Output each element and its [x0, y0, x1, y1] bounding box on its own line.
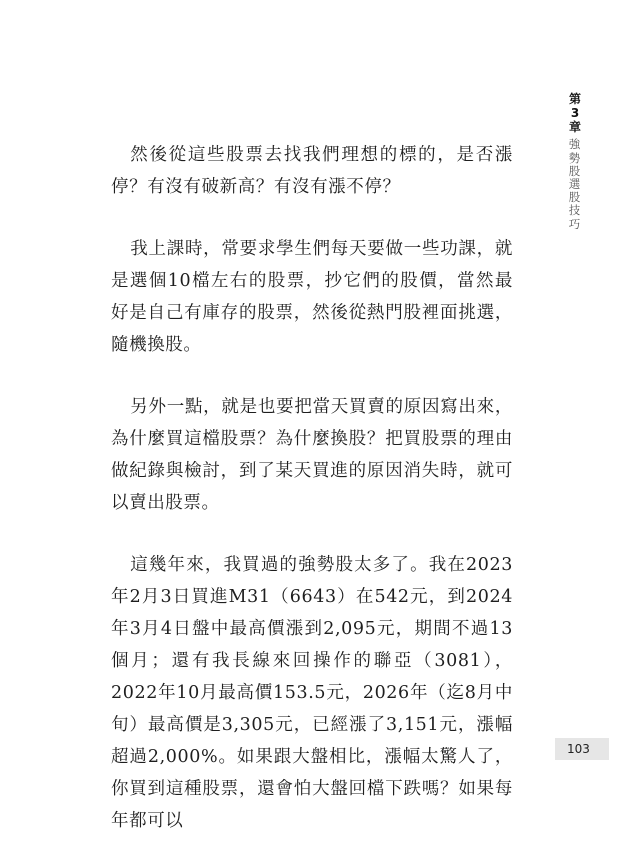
paragraph: 然後從這些股票去找我們理想的標的，是否漲停？有沒有破新高？有沒有漲不停？ — [111, 145, 513, 197]
chapter-title-char: 股 — [568, 163, 582, 178]
page-number: 103 — [555, 738, 609, 760]
chapter-char: 3 — [570, 105, 580, 120]
chapter-title-char: 股 — [568, 190, 582, 205]
paragraph: 另外一點，就是也要把當天買賣的原因寫出來，為什麼買這檔股票？為什麼換股？把買股票的理由做紀錄與檢討，到了某天買進的原因消失時，就可以賣出股票。 — [111, 397, 513, 513]
chapter-title — [566, 138, 584, 231]
chapter-char: 章 — [568, 119, 581, 134]
body-text — [111, 139, 513, 867]
chapter-title-char: 技 — [568, 203, 582, 218]
chapter-title-char: 勢 — [568, 150, 582, 165]
chapter-title-char: 強 — [568, 137, 582, 152]
chapter-title-char: 巧 — [568, 216, 582, 231]
chapter-char: 第 — [568, 92, 581, 106]
chapter-number — [566, 93, 584, 134]
chapter-side-tab — [566, 93, 584, 231]
chapter-title-char: 選 — [568, 177, 582, 192]
paragraph: 這幾年來，我買過的強勢股太多了。我在2023年2月3日買進M31（6643）在542元，到2024年3月4日盤中最高價漲到2,095元，期間不過13個月；還有我長線來回操作的聯亞（3081），2022年10月最高價153.5元，2026年（迄8月中旬）最高價是3,305元，已經漲了3,151元，漲幅超過2,000%。如果跟大盤相比，漲幅太驚人了，你買到這種股票，還會怕大盤回檔下跌嗎？如果每年都可以 — [111, 555, 513, 831]
paragraph: 我上課時，常要求學生們每天要做一些功課，就是選個10檔左右的股票，抄它們的股價，當然最好是自己有庫存的股票，然後從熱門股裡面挑選，隨機換股。 — [111, 239, 513, 355]
